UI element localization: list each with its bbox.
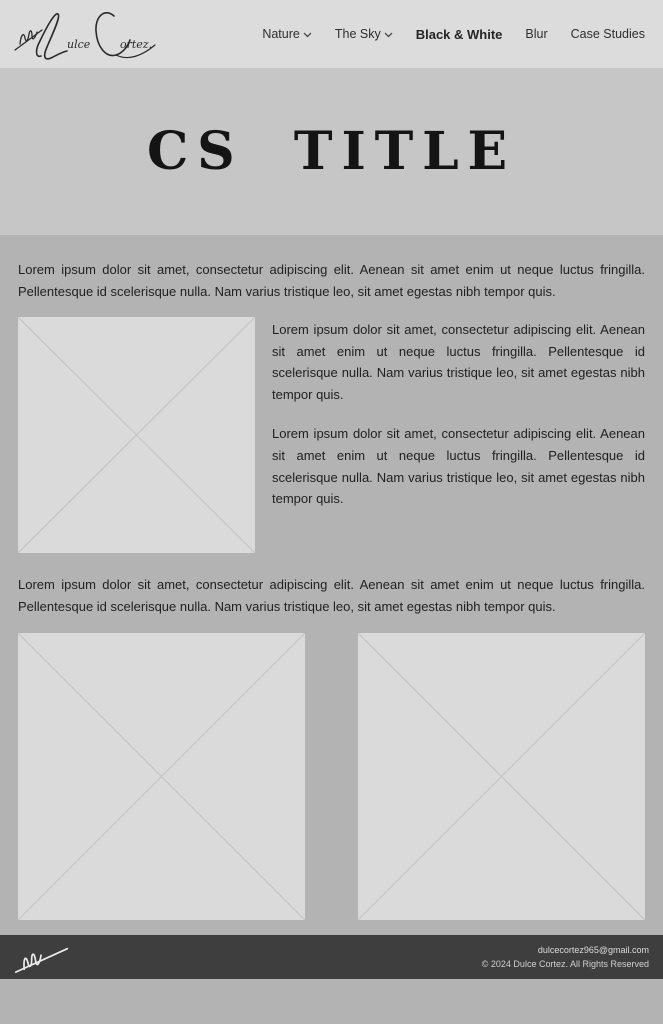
intro-paragraph: Lorem ipsum dolor sit amet, consectetur adipiscing elit. Aenean sit amet enim ut neque luctus fringilla. Pellentesque id scelerisque nulla. Nam varius tristique leo, sit amet egestas nibh tempor quis. [18,262,645,299]
image-placeholder-x-icon [18,317,255,553]
chevron-down-icon [384,32,393,38]
site-header [0,0,663,68]
image-placeholder-x-icon [358,633,645,920]
nav-item-label: Black & White [415,26,503,42]
nav-item-the-sky[interactable] [335,27,393,41]
logo-script-1: ulce [67,38,91,51]
nav-item-black-and-white[interactable] [416,27,503,42]
footer-email-link[interactable]: dulcecortez965@gmail.com [537,945,649,956]
brand-signature-logo[interactable] [10,3,160,65]
image-gallery-row [18,633,645,920]
nav-item-label: Blur [525,27,548,41]
side-paragraph-1: Lorem ipsum dolor sit amet, consectetur adipiscing elit. Aenean sit amet enim ut neque luctus fringilla. Pellentesque id scelerisque nulla. Nam varius tristique leo, sit amet egestas nibh tempor quis. [272,322,645,402]
nav-item-label: Case Studies [570,27,645,41]
logo-loop-left [37,14,67,59]
image-placeholder-x-icon [18,633,305,920]
image-placeholder [18,633,305,920]
nav-item-case-studies[interactable] [571,27,645,41]
side-text-column [272,317,645,553]
footer-copyright: © 2024 Dulce Cortez. All Rights Reserved [481,959,649,970]
chevron-down-icon [303,32,312,38]
nav-item-blur[interactable] [525,27,547,41]
main-nav [262,27,645,42]
hero-section [0,68,663,235]
image-text-row [18,317,645,553]
image-placeholder [18,317,255,553]
logo-script-2: ortez. [120,38,153,51]
crown-logo-icon [12,943,72,975]
footer-info [482,943,649,971]
side-paragraph-2: Lorem ipsum dolor sit amet, consectetur adipiscing elit. Aenean sit amet enim ut neque luctus fringilla. Pellentesque id scelerisque nulla. Nam varius tristique leo, sit amet egestas nibh tempor quis. [272,426,645,507]
outro-paragraph: Lorem ipsum dolor sit amet, consectetur adipiscing elit. Aenean sit amet enim ut neque luctus fringilla. Pellentesque id scelerisque nulla. Nam varius tristique leo, sit amet egestas nibh tempor quis. [18,577,645,614]
case-study-content [0,235,663,920]
nav-item-label: Nature [262,27,300,41]
page-title: CS TITLE [146,121,517,182]
image-placeholder [358,633,645,920]
site-footer [0,935,663,979]
nav-item-label: The Sky [334,27,381,41]
crown-icon [20,31,37,44]
nav-item-nature[interactable] [262,27,312,41]
